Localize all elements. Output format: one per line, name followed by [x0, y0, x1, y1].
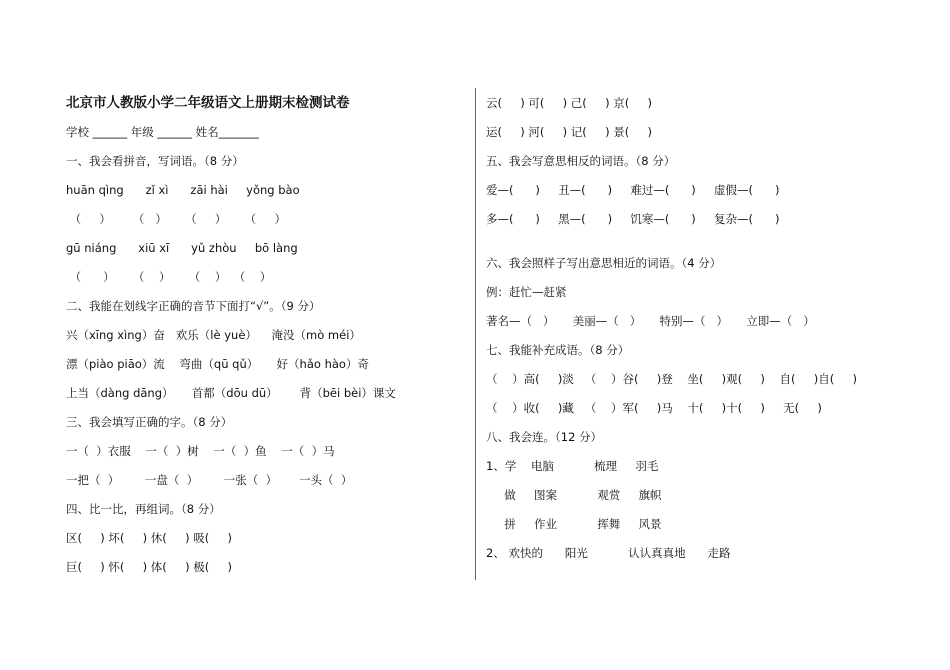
pinyin-row-1: huān qìng zǐ xì zāi hài yǒng bào: [66, 183, 300, 197]
section-7-heading: 七、我能补充成语。（8 分）: [486, 343, 630, 357]
compare-row-2: 巨( ) 怀( ) 体( ) 极( ): [66, 560, 232, 574]
synonym-row: 著名—（ ） 美丽—（ ） 特别—（ ） 立即—（ ）: [486, 314, 815, 328]
section-6-heading: 六、我会照样子写出意思相近的词语。（4 分）: [486, 256, 722, 270]
section-5-heading: 五、我会写意思相反的词语。（8 分）: [486, 154, 676, 168]
measure-word-row-1: 一（ ）衣服 一（ ）树 一（ ）鱼 一（ ）马: [66, 444, 335, 458]
syllable-row-1: 兴（xīng xìng）奋 欢乐（lè yuè） 淹没（mò méi）: [66, 328, 361, 342]
measure-word-row-2: 一把（ ） 一盘（ ） 一张（ ） 一头（ ）: [66, 473, 353, 487]
compare-row-1: 区( ) 坏( ) 休( ) 吸( ): [66, 531, 232, 545]
idiom-row-1: （ ）高( )淡 （ ）谷( )登 坐( )观( ) 自( )自( ): [486, 372, 857, 386]
syllable-row-2: 漂（piào piāo）流 弯曲（qū qǔ） 好（hǎo hào）奇: [66, 357, 369, 371]
antonym-row-1: 爱—( ) 丑—( ) 难过—( ) 虚假—( ): [486, 183, 780, 197]
syllable-row-3: 上当（dàng dāng） 首都（dōu dū） 背（bēi bèi）课文: [66, 386, 396, 400]
compare-row-3: 云( ) 可( ) 己( ) 京( ): [486, 96, 652, 110]
pinyin-row-2: gū niáng xiū xī yǔ zhòu bō làng: [66, 241, 298, 255]
section-3-heading: 三、我会填写正确的字。（8 分）: [66, 415, 233, 429]
section-2-heading: 二、我能在划线字正确的音节下面打“√”。（9 分）: [66, 299, 321, 313]
antonym-row-2: 多—( ) 黑—( ) 饥寒—( ) 复杂—( ): [486, 212, 780, 226]
student-info-line: 学校 ______ 年级 ______ 姓名_______: [66, 125, 259, 139]
matching-row-2: 做 图案 观赏 旗帜: [486, 488, 662, 502]
matching-row-1: 1、学 电脑 梳理 羽毛: [486, 459, 659, 473]
synonym-example: 例：赶忙—赶紧: [486, 285, 567, 299]
exam-title: 北京市人教版小学二年级语文上册期末检测试卷: [66, 95, 350, 111]
answer-blanks-row-2: （ ） （ ） （ ） （ ）: [66, 270, 272, 284]
section-4-heading: 四、比一比，再组词。（8 分）: [66, 502, 221, 516]
compare-row-4: 运( ) 河( ) 记( ) 景( ): [486, 125, 652, 139]
section-8-heading: 八、我会连。（12 分）: [486, 430, 603, 444]
section-1-heading: 一、我会看拼音，写词语。（8 分）: [66, 154, 244, 168]
matching-row-4: 2、 欢快的 阳光 认认真真地 走路: [486, 546, 731, 560]
column-divider: [475, 88, 476, 580]
idiom-row-2: （ ）收( )藏 （ ）军( )马 十( )十( ) 无( ): [486, 401, 822, 415]
matching-row-3: 拼 作业 挥舞 风景: [486, 517, 662, 531]
answer-blanks-row-1: （ ） （ ） （ ） （ ）: [66, 212, 286, 226]
